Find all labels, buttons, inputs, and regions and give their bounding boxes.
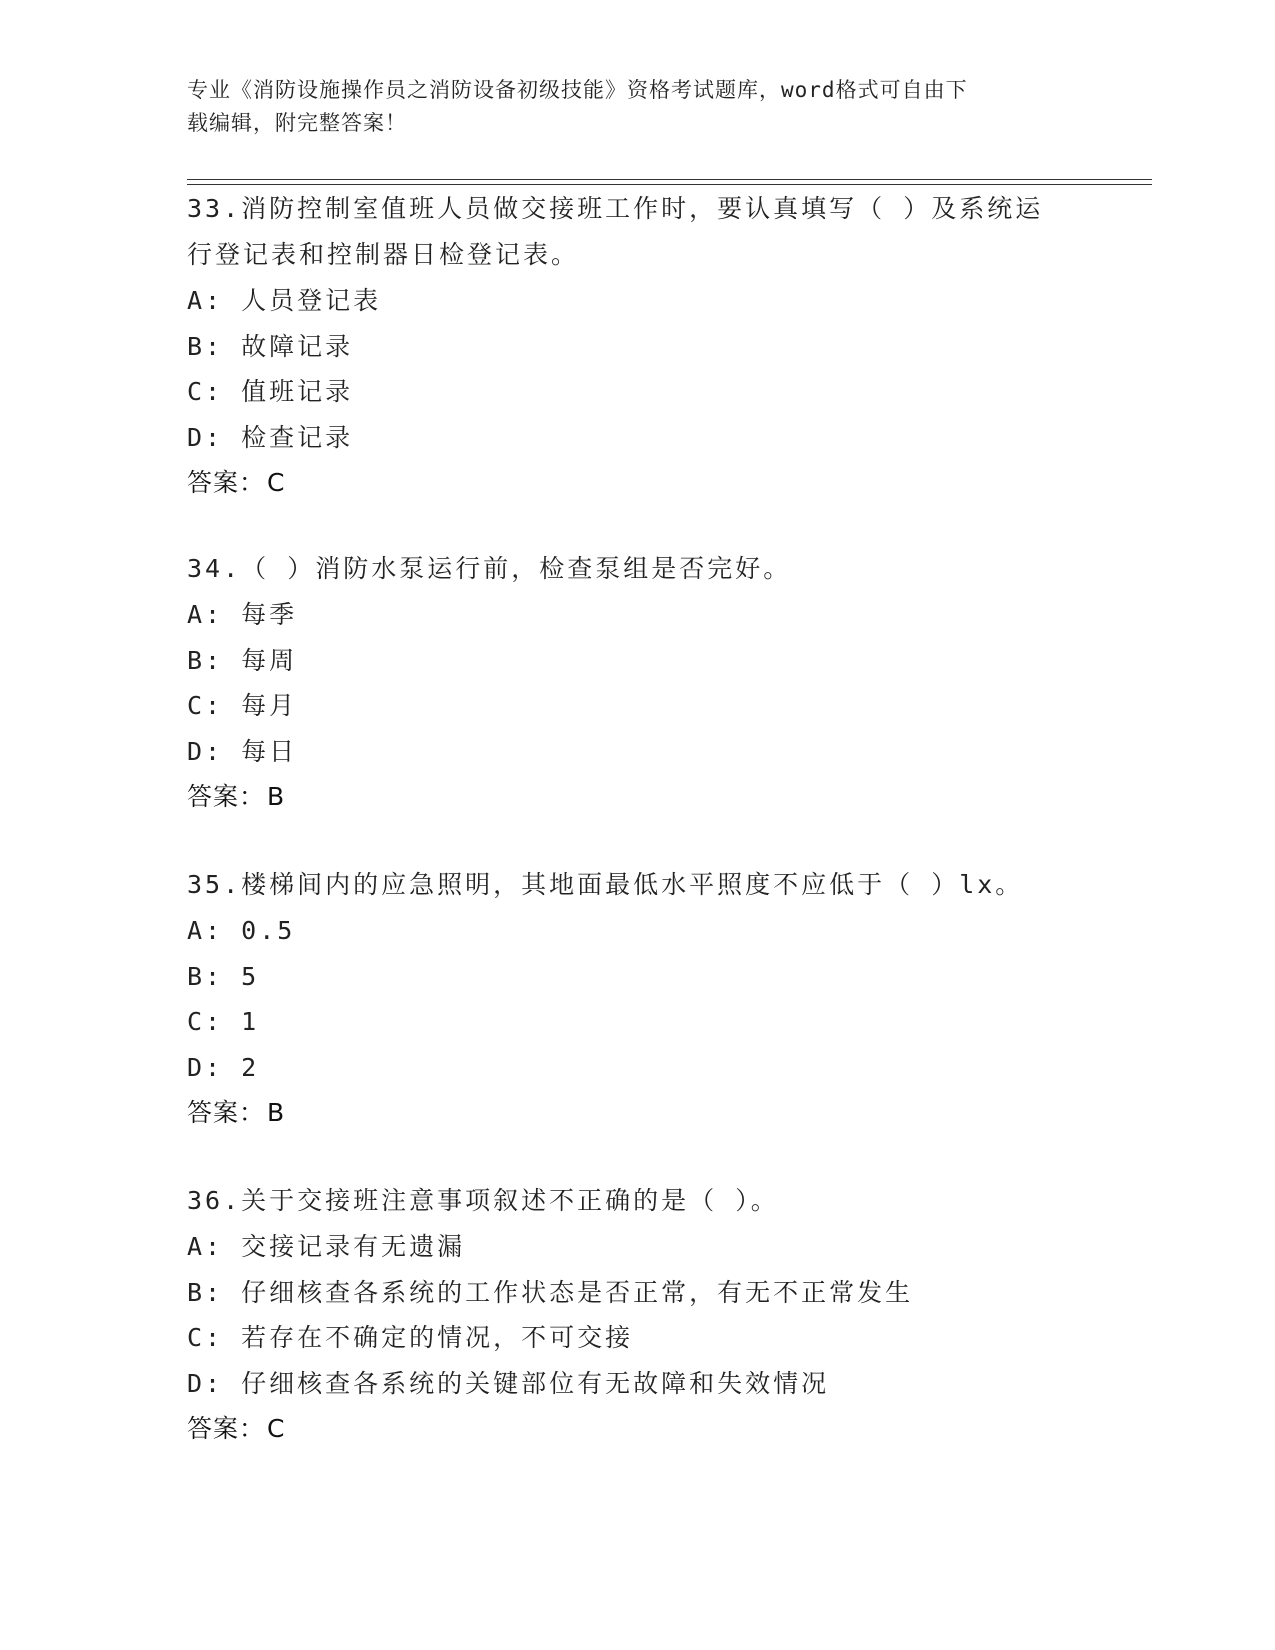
option-a: A: 交接记录有无遗漏 xyxy=(187,1232,466,1261)
header-line-1: 专业《消防设施操作员之消防设备初级技能》资格考试题库，word格式可自由下 xyxy=(187,78,968,102)
option-a: A: 每季 xyxy=(187,600,298,629)
answer xyxy=(187,460,1087,505)
option-b: B: 仔细核查各系统的工作状态是否正常，有无不正常发生 xyxy=(187,1277,914,1307)
answer xyxy=(187,1090,1087,1135)
option-b: B: 5 xyxy=(187,961,260,991)
option-b: B: 故障记录 xyxy=(187,331,354,361)
answer-value: B xyxy=(267,1098,286,1127)
option-d: D: 2 xyxy=(187,1052,260,1082)
question-stem: 35.楼梯间内的应急照明，其地面最低水平照度不应低于（ ）lx。 xyxy=(187,870,1024,899)
option-c: C: 若存在不确定的情况，不可交接 xyxy=(187,1323,634,1352)
option-c: C: 每月 xyxy=(187,691,298,720)
option-a: A: 人员登记表 xyxy=(187,286,382,315)
option-d: D: 每日 xyxy=(187,736,298,766)
option-d: D: 检查记录 xyxy=(187,422,354,452)
question-stem-continued: 行登记表和控制器日检登记表。 xyxy=(187,240,580,269)
answer xyxy=(187,774,1087,819)
answer-value: B xyxy=(267,782,286,811)
document-header xyxy=(187,74,1067,140)
question-stem: 34.（ ）消防水泵运行前，检查泵组是否完好。 xyxy=(187,554,792,583)
header-divider-top xyxy=(187,179,1152,180)
question-stem: 33.消防控制室值班人员做交接班工作时，要认真填写（ ）及系统运 xyxy=(187,194,1044,223)
question-stem: 36.关于交接班注意事项叙述不正确的是（ ）。 xyxy=(187,1186,779,1215)
header-line-2: 载编辑，附完整答案！ xyxy=(187,111,407,135)
answer xyxy=(187,1406,1087,1451)
question-35 xyxy=(187,862,1087,1135)
option-a: A: 0.5 xyxy=(187,916,296,945)
question-36 xyxy=(187,1178,1087,1451)
answer-value: C xyxy=(267,468,286,497)
header-divider-bottom xyxy=(187,184,1152,185)
question-34 xyxy=(187,546,1087,819)
option-d: D: 仔细核查各系统的关键部位有无故障和失效情况 xyxy=(187,1368,830,1398)
answer-value: C xyxy=(267,1414,286,1443)
answer-label: 答案： xyxy=(187,1098,266,1127)
answer-label: 答案： xyxy=(187,1414,266,1443)
option-b: B: 每周 xyxy=(187,645,298,675)
option-c: C: 值班记录 xyxy=(187,377,354,406)
answer-label: 答案： xyxy=(187,468,266,497)
question-33 xyxy=(187,186,1087,505)
answer-label: 答案： xyxy=(187,782,266,811)
option-c: C: 1 xyxy=(187,1007,260,1036)
